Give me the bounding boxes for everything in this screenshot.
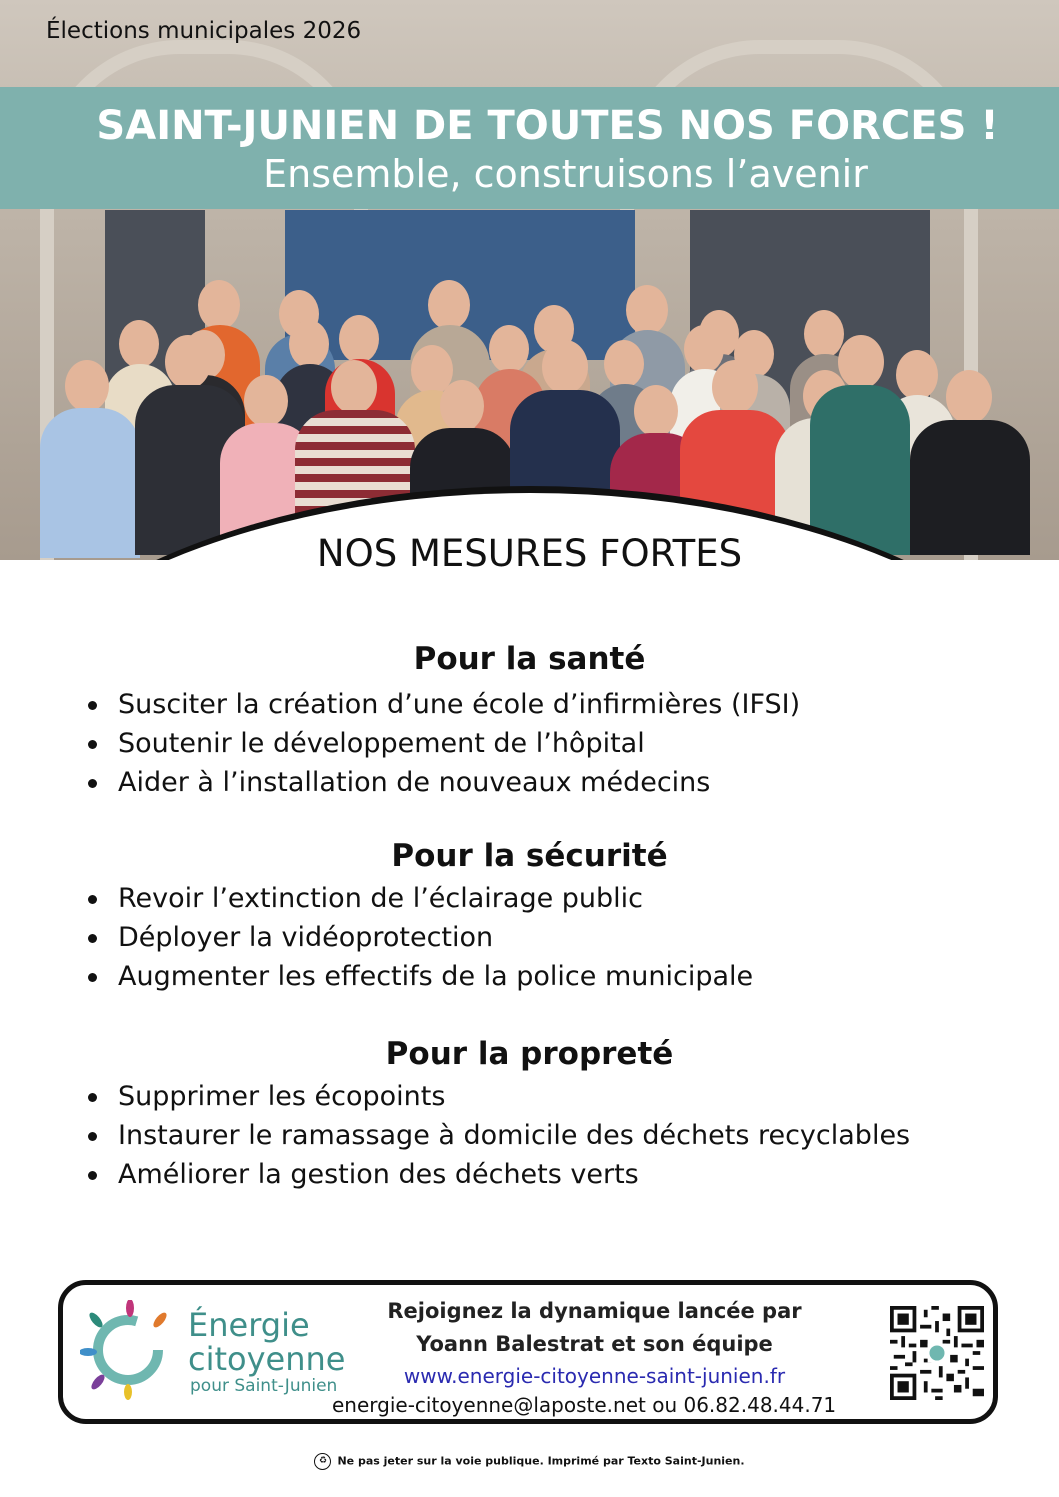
logo-name-line3: pour Saint-Junien bbox=[190, 1376, 338, 1396]
security-list bbox=[88, 879, 753, 996]
logo-name-line2: citoyenne bbox=[188, 1340, 346, 1378]
person bbox=[40, 360, 140, 550]
join-text-line1: Rejoignez la dynamique lancée par bbox=[387, 1299, 802, 1323]
election-label: Élections municipales 2026 bbox=[46, 18, 362, 44]
list-item: Déployer la vidéoprotection bbox=[88, 918, 753, 957]
legal-text: Ne pas jeter sur la voie publique. Imprimé par Texto Saint-Junien. bbox=[337, 1454, 745, 1468]
person bbox=[910, 370, 1030, 550]
group-title-security: Pour la sécurité bbox=[391, 838, 668, 874]
main-subtitle: Ensemble, construisons l’avenir bbox=[263, 152, 868, 196]
health-list bbox=[88, 685, 800, 802]
section-title: NOS MESURES FORTES bbox=[316, 532, 743, 575]
team-photo bbox=[0, 0, 1059, 560]
cleanliness-list bbox=[88, 1077, 910, 1194]
list-item: Soutenir le développement de l’hôpital bbox=[88, 724, 800, 763]
join-text-line2: Yoann Balestrat et son équipe bbox=[416, 1332, 773, 1356]
list-item: Améliorer la gestion des déchets verts bbox=[88, 1155, 910, 1194]
list-item: Revoir l’extinction de l’éclairage public bbox=[88, 879, 753, 918]
qr-code-icon[interactable] bbox=[890, 1306, 984, 1400]
legal-notice bbox=[0, 1453, 1059, 1470]
list-item: Augmenter les effectifs de la police municipale bbox=[88, 957, 753, 996]
contact-details: energie-citoyenne@laposte.net ou 06.82.48.44.71 bbox=[332, 1393, 837, 1417]
list-item: Susciter la création d’une école d’infirmières (IFSI) bbox=[88, 685, 800, 724]
list-item: Instaurer le ramassage à domicile des déchets recyclables bbox=[88, 1116, 910, 1155]
group-title-health: Pour la santé bbox=[413, 641, 646, 677]
group-title-cleanliness: Pour la propreté bbox=[385, 1036, 674, 1072]
website-link[interactable]: www.energie-citoyenne-saint-junien.fr bbox=[403, 1364, 786, 1388]
list-item: Aider à l’installation de nouveaux médecins bbox=[88, 763, 800, 802]
main-title: SAINT-JUNIEN DE TOUTES NOS FORCES ! bbox=[96, 103, 999, 149]
person bbox=[810, 335, 910, 550]
recycle-icon: ♻ bbox=[314, 1453, 331, 1470]
list-item: Supprimer les écopoints bbox=[88, 1077, 910, 1116]
logo-name-line1: Énergie bbox=[188, 1306, 310, 1344]
